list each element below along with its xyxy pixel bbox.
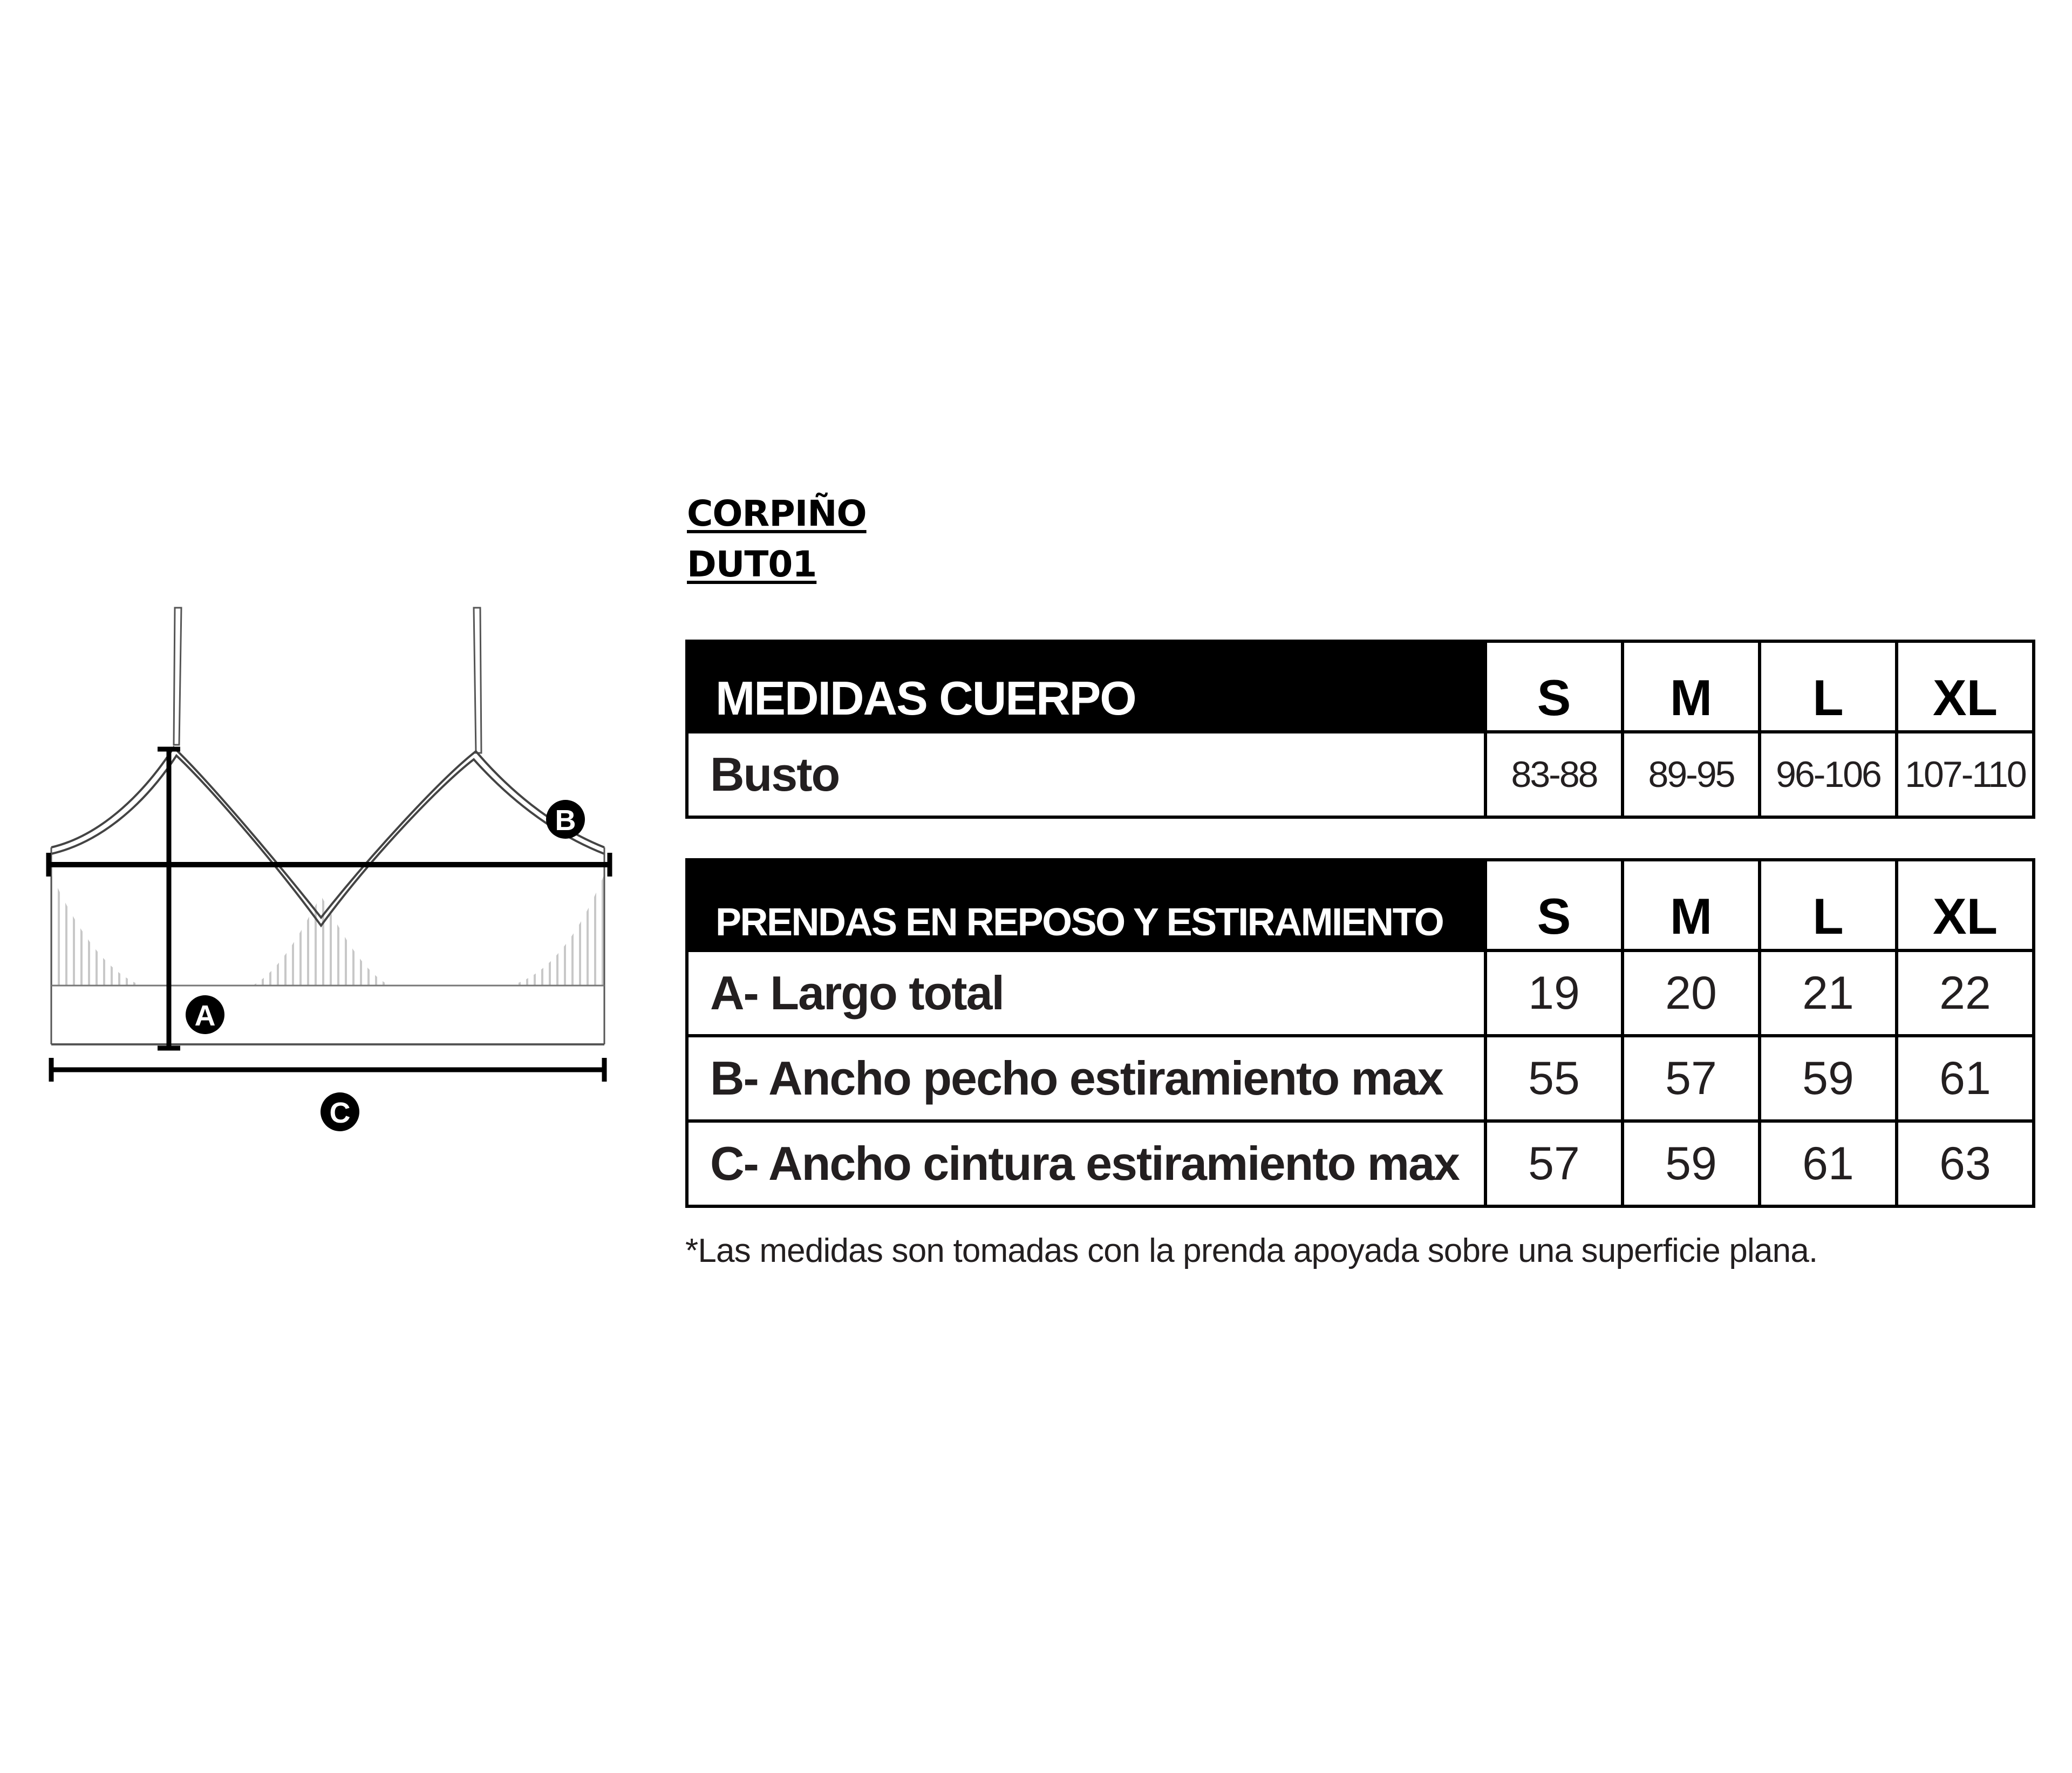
table-cell: 89-95 [1623, 732, 1760, 817]
row-label: Busto [687, 732, 1485, 817]
table-cell: 55 [1485, 1036, 1623, 1121]
right-cup-rib-texture [513, 874, 604, 985]
measure-line-a [158, 749, 180, 1048]
size-header-xl: XL [1897, 860, 2034, 950]
row-label: A- Largo total [687, 950, 1485, 1036]
table-cell: 63 [1897, 1121, 2034, 1206]
product-code: DUT01 [687, 544, 817, 585]
size-header-m: M [1623, 641, 1760, 732]
measure-line-c [51, 1058, 604, 1082]
row-label: C- Ancho cintura estiramiento max [687, 1121, 1485, 1206]
right-strap [474, 608, 481, 753]
table-header-row [687, 860, 2034, 950]
size-header-l: L [1760, 860, 1897, 950]
product-title [687, 488, 867, 590]
table-row [687, 1121, 2034, 1206]
table-cell: 57 [1623, 1036, 1760, 1121]
marker-b [546, 800, 585, 839]
table-header-row [687, 641, 2034, 732]
table-cell: 57 [1485, 1121, 1623, 1206]
size-header-s: S [1485, 860, 1623, 950]
table-cell: 61 [1897, 1036, 2034, 1121]
table-row [687, 950, 2034, 1036]
product-title-line1: CORPIÑO [687, 493, 867, 534]
marker-c [321, 1092, 359, 1131]
size-header-l: L [1760, 641, 1897, 732]
table-cell: 107-110 [1897, 732, 2034, 817]
size-header-s: S [1485, 641, 1623, 732]
left-strap [174, 608, 181, 745]
table-row [687, 732, 2034, 817]
neckline-outer [51, 748, 604, 918]
measure-line-b [49, 853, 610, 877]
body-measurements-table [685, 640, 2035, 819]
table-cell: 61 [1760, 1121, 1897, 1206]
table-cell: 59 [1760, 1036, 1897, 1121]
measurement-footnote: *Las medidas son tomadas con la prenda apoyada sobre una superficie plana. [685, 1232, 1818, 1269]
size-header-xl: XL [1897, 641, 2034, 732]
table-cell: 83-88 [1485, 732, 1623, 817]
marker-a [186, 995, 224, 1034]
size-header-m: M [1623, 860, 1760, 950]
table-cell: 96-106 [1760, 732, 1897, 817]
marker-c-label: C [329, 1097, 351, 1129]
marker-b-label: B [555, 804, 576, 837]
bra-illustration [51, 608, 604, 1044]
table-header-label: PRENDAS EN REPOSO Y ESTIRAMIENTO [687, 860, 1485, 950]
table-header-label: MEDIDAS CUERPO [687, 641, 1485, 732]
table-cell: 20 [1623, 950, 1760, 1036]
garment-measurements-table [685, 858, 2035, 1208]
table-row [687, 1036, 2034, 1121]
table-cell: 21 [1760, 950, 1897, 1036]
center-rib-texture [254, 896, 388, 985]
table-cell: 19 [1485, 950, 1623, 1036]
neckline-inner [51, 756, 604, 926]
marker-a-label: A [194, 1000, 216, 1032]
table-cell: 59 [1623, 1121, 1760, 1206]
bra-measurement-diagram [32, 594, 626, 1166]
left-cup-rib-texture [51, 874, 140, 985]
row-label: B- Ancho pecho estiramiento max [687, 1036, 1485, 1121]
table-cell: 22 [1897, 950, 2034, 1036]
